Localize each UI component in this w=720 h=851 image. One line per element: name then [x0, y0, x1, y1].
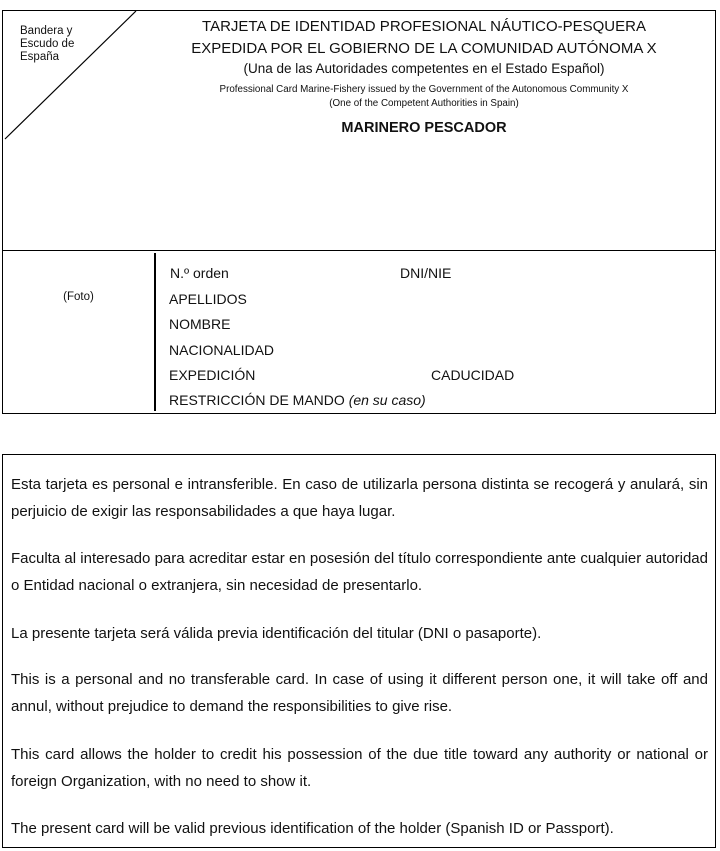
field-issue-date-label: EXPEDICIÓN	[169, 367, 256, 383]
paragraph-authority-en: This card allows the holder to credit his possession of the due title toward any authority or national or foreign Organization, with no need to show it.	[11, 746, 708, 790]
vertical-divider	[154, 253, 156, 411]
paragraph-validity-en: The present card will be valid previous identification of the holder (Spanish ID or Passport).	[11, 820, 614, 837]
field-surnames-label: APELLIDOS	[169, 291, 247, 307]
card-back	[2, 454, 716, 848]
field-dni-label: DNI/NIE	[400, 265, 452, 281]
field-expiry-date-label: CADUCIDAD	[431, 367, 515, 383]
field-command-restriction	[169, 392, 426, 408]
field-name-label: NOMBRE	[169, 316, 231, 332]
field-command-restriction-label: RESTRICCIÓN DE MANDO	[169, 392, 345, 408]
card-title-english-line-1: Professional Card Marine-Fishery issued by the Government of the Autonomous Community X	[219, 84, 629, 95]
paragraph-personal-en: This is a personal and no transferable card. In case of using it different person one, it will take off and annul, without prejudice to demand the responsibilities to give rise.	[11, 671, 708, 715]
card-title-line-3: (Una de las Autoridades competentes en el Estado Español)	[243, 61, 605, 76]
card-title-english-line-2: (One of the Competent Authorities in Spain)	[329, 98, 519, 109]
paragraph-authority-es: Faculta al interesado para acreditar estar en posesión del título correspondiente ante cualquier autoridad o Entidad nacional o extranjera, sin necesidad de presentarlo.	[11, 550, 708, 594]
field-nationality-label: NACIONALIDAD	[169, 342, 275, 358]
horizontal-divider	[3, 250, 715, 251]
card-type-heading: MARINERO PESCADOR	[341, 120, 507, 136]
paragraph-personal-es: Esta tarjeta es personal e intransferible. En caso de utilizarla persona distinta se recogerá y anulará, sin perjuicio de exigir las responsabilidades a que haya lugar.	[11, 476, 708, 520]
card-title-line-1: TARJETA DE IDENTIDAD PROFESIONAL NÁUTICO-PESQUERA	[202, 18, 646, 35]
field-command-restriction-note: (en su caso)	[348, 392, 426, 408]
photo-placeholder: (Foto)	[63, 291, 94, 303]
card-title-line-2: EXPEDIDA POR EL GOBIERNO DE LA COMUNIDAD AUTÓNOMA X	[191, 40, 657, 57]
card-front	[2, 10, 716, 414]
field-order-number-label: N.º orden	[170, 265, 229, 281]
paragraph-validity-es: La presente tarjeta será válida previa identificación del titular (DNI o pasaporte).	[11, 625, 542, 642]
flag-placeholder-label: Bandera y Escudo de España	[20, 25, 75, 63]
